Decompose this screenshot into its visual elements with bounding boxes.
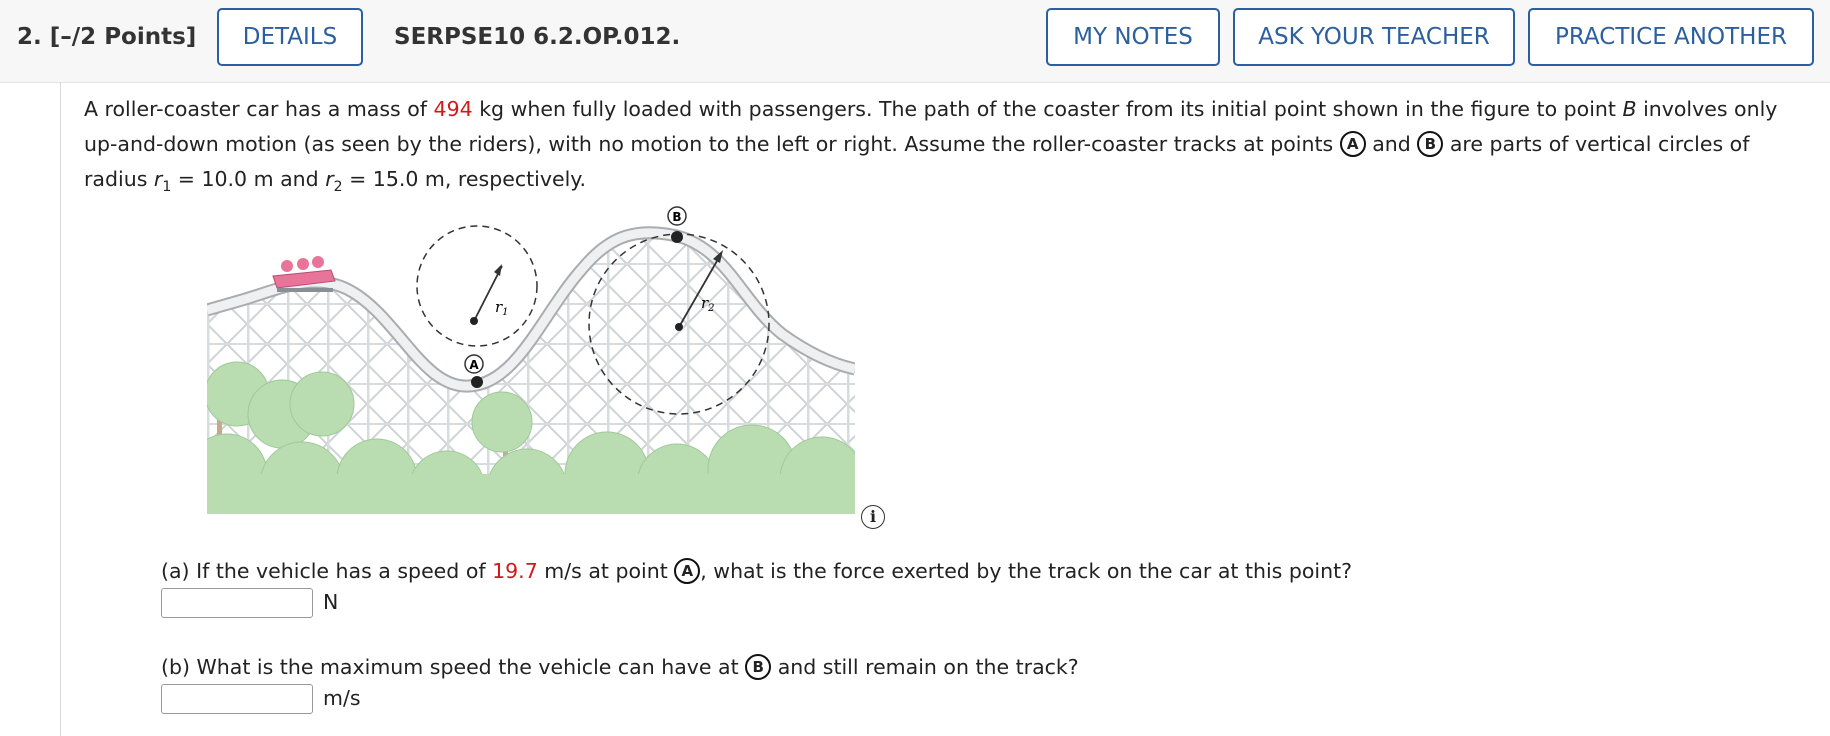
mass-value: 494 (433, 97, 473, 121)
practice-another-button[interactable]: PRACTICE ANOTHER (1528, 8, 1814, 66)
svg-text:r2: $r_2$ (701, 294, 715, 314)
my-notes-button[interactable]: MY NOTES (1046, 8, 1220, 66)
speed-value: 19.7 (492, 559, 538, 583)
point-a-marker: A (1340, 131, 1366, 157)
info-icon[interactable]: i (861, 505, 885, 529)
ask-your-teacher-button[interactable]: ASK YOUR TEACHER (1233, 8, 1515, 66)
part-a-answer-input[interactable] (161, 588, 313, 618)
question-points: [–/2 Points] (49, 24, 197, 50)
part-b-question: (b) What is the maximum speed the vehicle can have at B and still remain on the track? (161, 655, 1079, 679)
question-code: SERPSE10 6.2.OP.012. (394, 24, 681, 50)
part-b-answer-input[interactable] (161, 684, 313, 714)
point-b-marker: B (1417, 131, 1443, 157)
part-b-unit: m/s (323, 686, 361, 710)
question-header (0, 0, 1830, 83)
part-a-unit: N (323, 590, 339, 614)
svg-text:A: A (469, 358, 479, 372)
question-number: 2. (17, 24, 42, 50)
question-title (17, 24, 196, 50)
svg-text:B: B (672, 210, 682, 224)
roller-coaster-figure (207, 204, 855, 514)
point-b-marker-part-b: B (745, 654, 771, 680)
point-a-marker-part-a: A (674, 558, 700, 584)
problem-statement: A roller-coaster car has a mass of 494 kg when fully loaded with passengers. The path of the coaster from its initial point shown in the figure to point B involves only up-and-down motion (as seen by the riders), with no motion to the left or right. Assume the roller-coaster tracks at points A and B are parts of vertical circles of radius $r_1 = 10.0$ m and $r_2 = 15.0$ m, respectively. (84, 97, 1778, 196)
part-a-question: (a) If the vehicle has a speed of 19.7 m/s at point A , what is the force exerted by the track on the car at this point? (161, 559, 1353, 583)
details-button[interactable]: DETAILS (217, 8, 363, 66)
svg-text:r1: $r_1$ (495, 298, 509, 318)
